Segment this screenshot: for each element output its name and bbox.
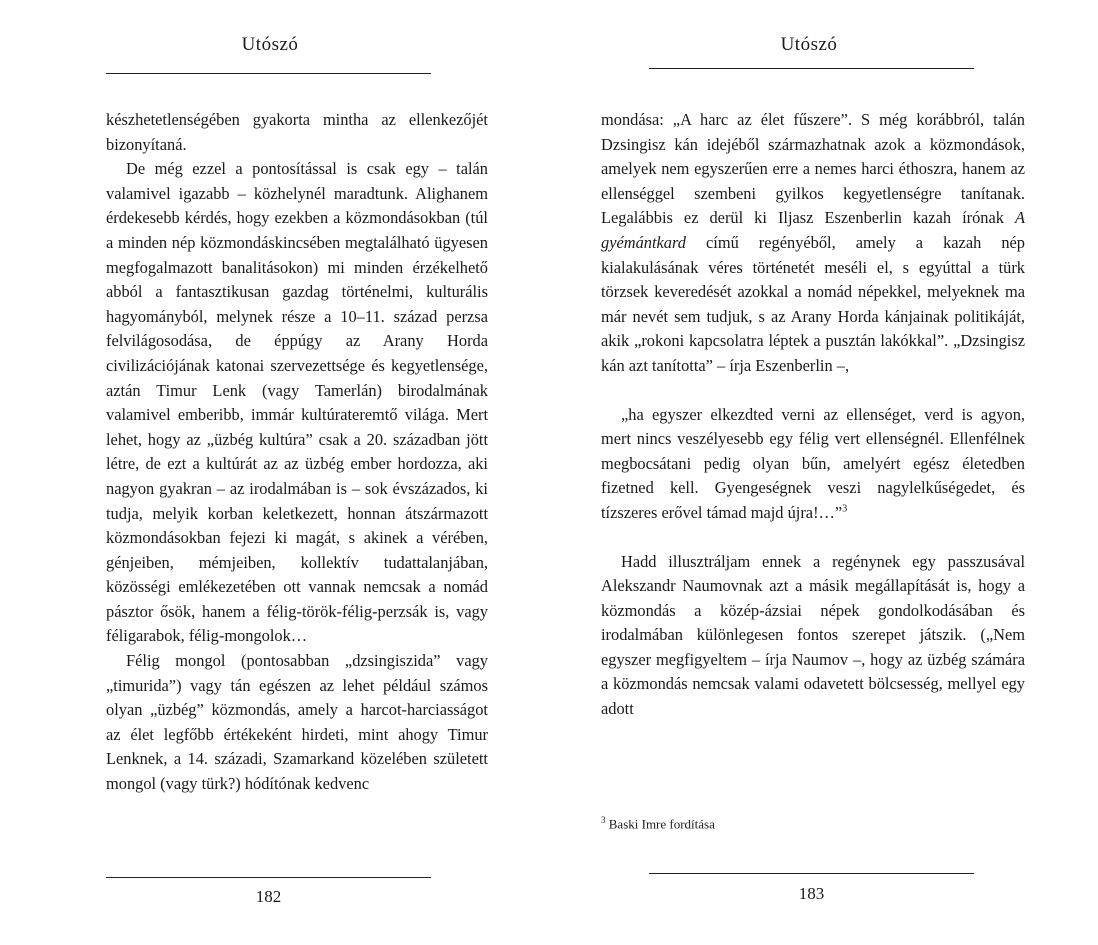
page-number: 182: [255, 887, 282, 906]
paragraph: [601, 108, 1025, 379]
paragraph: készhetetlenségében gyakorta mintha az ellenkezőjét bizonyítaná.: [106, 110, 488, 154]
paragraph-text: mondása: „A harc az élet fűszere”. S még korábbról, talán Dzsingisz kán idejéből származhatnak azok a közmondások, amelyek nem egyszerűen erre a nemes harci éthoszra, hanem az ellenséggel szembeni gyilkos kegyetlenségre tanítanak. Legalábbis ez derül ki Iljasz Eszenberlin kazah írónak: [601, 110, 1025, 228]
footer-rule: [106, 877, 431, 878]
book-title: A gyémántkard: [601, 208, 1025, 252]
header-rule: [649, 68, 974, 69]
right-page: [549, 0, 1098, 945]
paragraph-text: című regényéből, amely a kazah nép kialakulásának véres történetét meséli el, s egyúttal a türk törzsek keveredését azokkal a nomád népekkel, melyeknek ma már nevét sem tudjuk, s az Arany Horda kánjainak politikáját, akik „rokoni kapcsolatra léptek a pusztán lakókkal”. „Dzsingisz kán azt tanította” – írja Eszenberlin –,: [601, 232, 1025, 375]
running-head: Utószó: [780, 34, 838, 55]
block-quote: [601, 403, 1025, 526]
quote-text: „ha egyszer elkezdted verni az ellenséget, verd is agyon, mert nincs veszélyesebb egy félig vert ellenségnél. Ellenfélnek megbocsátani pedig olyan bűn, amelyért egész életedben fizetned kell. Gyengeségnek veszi nagylelkűségedet, és tízszeres erővel támad majd újra!…”: [601, 404, 1025, 522]
body-text: [601, 108, 1025, 722]
footnote-reference: 3: [842, 503, 848, 515]
footnote-text: Baski Imre fordítása: [608, 816, 715, 832]
spacer: [601, 379, 1025, 403]
paragraph: Hadd illusztráljam ennek a regénynek egy passzusával Alekszandr Naumovnak azt a másik megállapítását is, hogy a közmondás a közép-ázsiai népek gondolkodásában és irodalmában különlegesen fontos szerepet játszik. („Nem egyszer megfigyeltem – írja Naumov –, hogy az üzbég számára a közmondás nemcsak valami odavetett bölcsesség, mellyel egy adott: [601, 551, 1025, 719]
paragraph: De még ezzel a pontosítással is csak egy – talán valamivel igazabb – közhelynél maradtunk. Alighanem érdekesebb kérdés, hogy ezekben a közmondásokban (túl a minden nép közmondáskincsében megtalálható ügyesen megfogalmazott banalitásokon) mi minden érzékelhető abból a fantasztikusan gazdag történelmi, kulturális hagyományból, melynek része a 10–11. század perzsa felvilágosodása, de éppúgy az Arany Horda civilizációjának katonai szervezettsége és kegyetlensége, aztán Timur Lenk (vagy Tamerlán) birodalmának valamivel emberibb, immár kultúrateremtő világa. Mert lehet, hogy az „üzbég kultúra” csak a 20. században jött létre, de ezt a kultúrát az az üzbég ember hordozza, aki nagyon gyakran – az irodalmában is – sok évszázados, ki tudja, melyik korban keletkezett, honnan átszármazott közmondásokban fejezi ki magát, s akinek a vérében, génjeiben, mémjeiben, kollektív tudattalanjában, közösségi emlékezetében ott vannak nemcsak a nomád pásztor ősök, hanem a félig-török-félig-perzsák is, vagy féligarabok, félig-mongolok…: [106, 159, 488, 646]
body-text: [106, 108, 488, 797]
footer-rule: [649, 873, 974, 874]
running-head: Utószó: [241, 34, 299, 55]
spacer: [601, 526, 1025, 550]
paragraph: Félig mongol (pontosabban „dzsingiszida” vagy „timurida”) vagy tán egészen az lehet például számos olyan „üzbég” közmondás, amely a harcot-harciasságot az élet legfőbb értékeként hirdeti, mint ahogy Timur Lenknek, a 14. századi, Szamarkand közelében született mongol (vagy türk?) hódítónak kedvenc: [106, 651, 488, 794]
footnote: [601, 815, 1025, 832]
page-number: 183: [798, 884, 825, 903]
footnote-mark: 3: [601, 815, 606, 825]
header-rule: [106, 73, 431, 74]
